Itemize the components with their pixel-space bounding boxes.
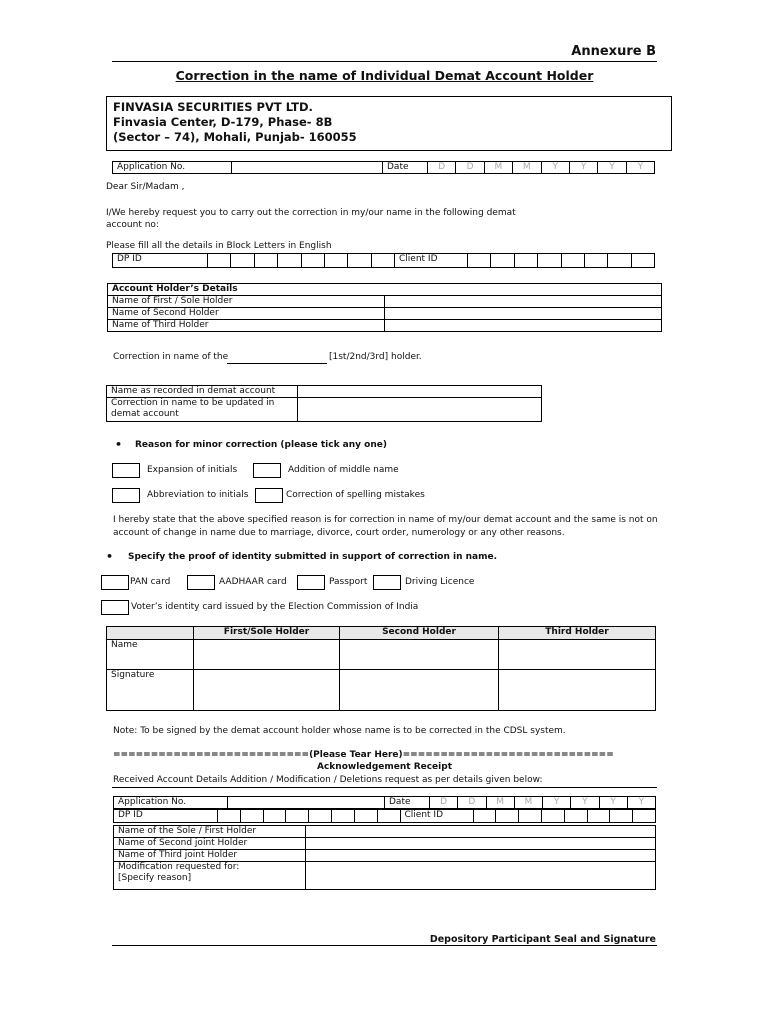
ack-dp-id-cell[interactable]: [286, 810, 309, 823]
first-holder-label: Name of First / Sole Holder: [108, 296, 385, 308]
ack-second-holder-label: Name of Second joint Holder: [114, 838, 306, 850]
request-line-1: I/We hereby request you to carry out the correction in my/our name in the following demat: [106, 208, 516, 218]
seal-rule: [112, 945, 657, 946]
dp-id-cell[interactable]: [348, 254, 371, 268]
ack-second-holder-input[interactable]: [306, 838, 656, 850]
ack-client-id-label: Client ID: [400, 810, 473, 823]
ack-first-holder-label: Name of the Sole / First Holder: [114, 826, 306, 838]
date-cell[interactable]: Y: [569, 162, 597, 174]
statement-line-2: account of change in name due to marriage, divorce, court order, numerology or any other reasons.: [113, 528, 565, 538]
application-label: Application No.: [113, 162, 232, 174]
voter-id-checkbox[interactable]: [101, 600, 129, 615]
reason-heading: Reason for minor correction (please tick any one): [135, 440, 387, 450]
first-holder-input[interactable]: [385, 296, 662, 308]
ack-client-id-cell[interactable]: [610, 810, 633, 823]
ack-dp-id-cell[interactable]: [332, 810, 355, 823]
annexure-label: Annexure B: [571, 44, 656, 59]
ack-client-id-cell[interactable]: [496, 810, 519, 823]
date-cell[interactable]: Y: [598, 162, 626, 174]
spelling-checkbox[interactable]: [255, 488, 283, 503]
dp-id-cell[interactable]: [254, 254, 277, 268]
passport-label: Passport: [329, 577, 368, 587]
driving-licence-checkbox[interactable]: [373, 575, 401, 590]
ack-client-id-cell[interactable]: [519, 810, 542, 823]
ack-client-id-cell[interactable]: [541, 810, 564, 823]
ack-date-cell[interactable]: D: [430, 797, 458, 809]
recorded-name-input[interactable]: [298, 386, 542, 398]
dp-id-cell[interactable]: [371, 254, 394, 268]
third-holder-input[interactable]: [385, 320, 662, 332]
request-line-2: account no:: [106, 220, 159, 230]
ack-date-cell[interactable]: Y: [599, 797, 627, 809]
aadhaar-label: AADHAAR card: [219, 577, 287, 587]
ack-title: Acknowledgement Receipt: [317, 762, 452, 772]
ack-dp-id-cell[interactable]: [309, 810, 332, 823]
second-holder-column: Second Holder: [340, 627, 499, 640]
company-address-2: (Sector – 74), Mohali, Punjab- 160055: [113, 130, 357, 144]
client-id-cell[interactable]: [514, 254, 537, 268]
signature-table-corner: [107, 627, 194, 640]
bullet-icon: •: [106, 550, 114, 563]
client-id-cell[interactable]: [631, 254, 654, 268]
ack-subtitle: Received Account Details Addition / Modification / Deletions request as per details given below:: [113, 775, 543, 785]
dp-id-cell[interactable]: [324, 254, 347, 268]
greeting: Dear Sir/Madam ,: [106, 182, 185, 192]
signing-note: Note: To be signed by the demat account holder whose name is to be corrected in the CDSL system.: [113, 726, 566, 736]
third-holder-name-input[interactable]: [499, 640, 656, 670]
ack-client-id-cell[interactable]: [564, 810, 587, 823]
ack-date-cell[interactable]: Y: [571, 797, 599, 809]
dp-id-cell[interactable]: [278, 254, 301, 268]
date-cell[interactable]: M: [484, 162, 512, 174]
client-id-cell[interactable]: [538, 254, 561, 268]
ack-application-input[interactable]: [228, 797, 385, 809]
application-input[interactable]: [232, 162, 383, 174]
ack-dp-id-table: [113, 809, 656, 823]
account-holders-table: [107, 283, 662, 332]
ack-dp-id-cell[interactable]: [263, 810, 286, 823]
ack-date-cell[interactable]: Y: [543, 797, 571, 809]
dp-id-cell[interactable]: [208, 254, 231, 268]
ack-date-cell[interactable]: Y: [627, 797, 655, 809]
correction-line-suffix: [1st/2nd/3rd] holder.: [329, 352, 422, 362]
ack-third-holder-label: Name of Third joint Holder: [114, 850, 306, 862]
expansion-label: Expansion of initials: [147, 465, 238, 475]
ack-client-id-cell[interactable]: [633, 810, 656, 823]
date-cell[interactable]: Y: [626, 162, 654, 174]
dp-id-cell[interactable]: [301, 254, 324, 268]
ack-date-cell[interactable]: D: [458, 797, 486, 809]
signature-table: [106, 626, 656, 711]
ack-dp-id-cell[interactable]: [377, 810, 400, 823]
tear-line: ==========================(Please Tear Here)============================: [113, 750, 614, 760]
ack-application-label: Application No.: [114, 797, 228, 809]
client-id-cell[interactable]: [561, 254, 584, 268]
abbreviation-checkbox[interactable]: [112, 488, 140, 503]
ack-dp-id-label: DP ID: [114, 810, 218, 823]
middle-name-label: Addition of middle name: [288, 465, 399, 475]
passport-checkbox[interactable]: [297, 575, 325, 590]
ack-first-holder-input[interactable]: [306, 826, 656, 838]
pan-checkbox[interactable]: [101, 575, 129, 590]
dp-id-table: [112, 253, 655, 268]
first-holder-column: First/Sole Holder: [194, 627, 340, 640]
client-id-cell[interactable]: [608, 254, 631, 268]
third-holder-signature[interactable]: [499, 670, 656, 711]
dp-id-cell[interactable]: [231, 254, 254, 268]
dp-seal-label: Depository Participant Seal and Signature: [429, 934, 656, 945]
ack-dp-id-cell[interactable]: [240, 810, 263, 823]
updated-name-input[interactable]: [298, 398, 542, 422]
company-box: [106, 96, 672, 151]
bullet-icon: •: [115, 438, 123, 451]
name-row-label: Name: [107, 640, 194, 670]
statement-line-1: I hereby state that the above specified reason is for correction in name of my/our demat account and the same is not on: [113, 515, 658, 525]
ack-rule: [112, 787, 657, 788]
date-cell[interactable]: Y: [541, 162, 569, 174]
company-name: FINVASIA SECURITIES PVT LTD.: [113, 100, 313, 114]
holder-number-blank[interactable]: [227, 363, 327, 364]
signature-row-label: Signature: [107, 670, 194, 711]
company-address-1: Finvasia Center, D-179, Phase- 8B: [113, 115, 333, 129]
recorded-name-label: Name as recorded in demat account: [107, 386, 298, 398]
ack-client-id-cell[interactable]: [587, 810, 610, 823]
ack-holders-table: [113, 825, 656, 890]
ack-third-holder-input[interactable]: [306, 850, 656, 862]
second-holder-signature[interactable]: [340, 670, 499, 711]
second-holder-name-input[interactable]: [340, 640, 499, 670]
account-holders-header: Account Holder’s Details: [108, 284, 662, 296]
expansion-checkbox[interactable]: [112, 463, 140, 478]
date-label: Date: [383, 162, 428, 174]
name-correction-table: [106, 385, 542, 422]
abbreviation-label: Abbreviation to initials: [147, 490, 249, 500]
application-table: [112, 161, 655, 174]
proof-heading: Specify the proof of identity submitted in support of correction in name.: [128, 552, 498, 562]
date-cell[interactable]: D: [428, 162, 456, 174]
block-letters-note: Please fill all the details in Block Letters in English: [106, 241, 332, 251]
third-holder-column: Third Holder: [499, 627, 656, 640]
client-id-cell[interactable]: [584, 254, 607, 268]
updated-name-label: Correction in name to be updated in demat account: [107, 398, 298, 422]
driving-licence-label: Driving Licence: [405, 577, 475, 587]
second-holder-label: Name of Second Holder: [108, 308, 385, 320]
aadhaar-checkbox[interactable]: [187, 575, 215, 590]
header-rule: [112, 61, 657, 62]
page-title: Correction in the name of Individual Demat Account Holder: [175, 68, 594, 83]
pan-label: PAN card: [130, 577, 171, 587]
ack-date-cell[interactable]: M: [486, 797, 514, 809]
modification-input[interactable]: [306, 862, 656, 890]
first-holder-signature[interactable]: [194, 670, 340, 711]
ack-dp-id-cell[interactable]: [218, 810, 241, 823]
modification-label: Modification requested for: [Specify reason]: [114, 862, 306, 890]
third-holder-label: Name of Third Holder: [108, 320, 385, 332]
spelling-label: Correction of spelling mistakes: [286, 490, 425, 500]
client-id-label: Client ID: [395, 254, 468, 268]
client-id-cell[interactable]: [468, 254, 491, 268]
date-cell[interactable]: M: [513, 162, 541, 174]
ack-application-table: [113, 796, 656, 809]
middle-name-checkbox[interactable]: [253, 463, 281, 478]
ack-dp-id-cell[interactable]: [354, 810, 377, 823]
voter-id-label: Voter’s identity card issued by the Election Commission of India: [131, 602, 419, 612]
ack-client-id-cell[interactable]: [473, 810, 496, 823]
ack-date-cell[interactable]: M: [514, 797, 542, 809]
client-id-cell[interactable]: [491, 254, 514, 268]
first-holder-name-input[interactable]: [194, 640, 340, 670]
ack-date-label: Date: [385, 797, 430, 809]
dp-id-label: DP ID: [113, 254, 208, 268]
second-holder-input[interactable]: [385, 308, 662, 320]
date-cell[interactable]: D: [456, 162, 484, 174]
correction-line-prefix: Correction in name of the: [113, 352, 229, 362]
